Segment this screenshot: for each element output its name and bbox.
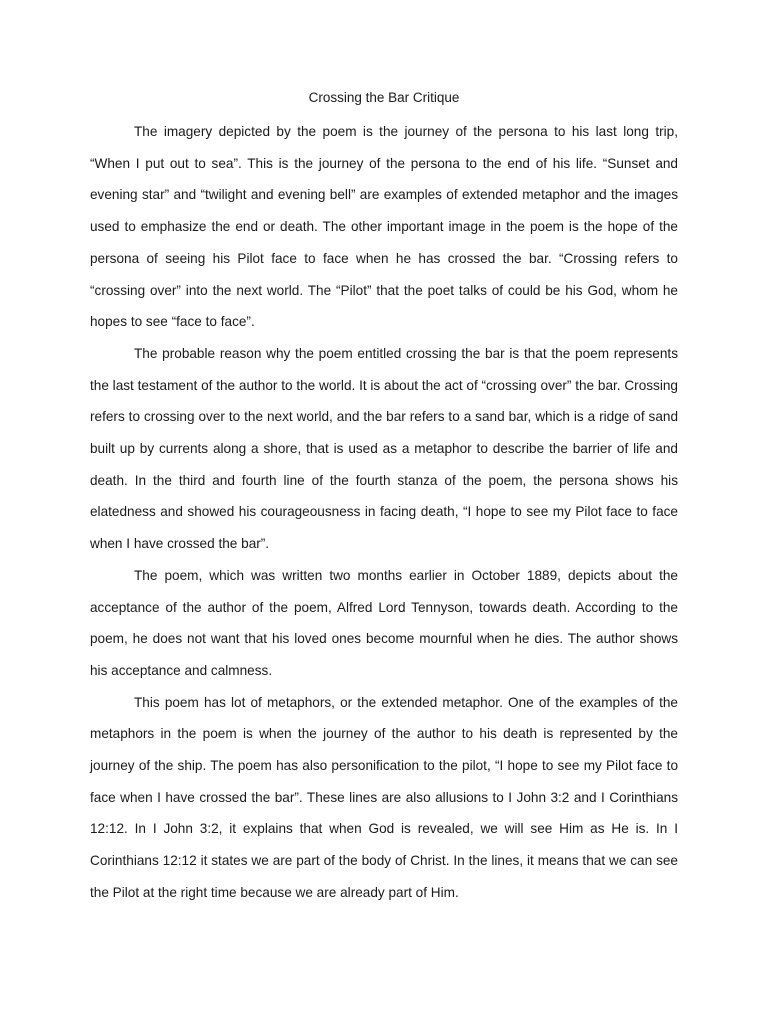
document-body bbox=[90, 116, 678, 909]
paragraph-3: The poem, which was written two months earlier in October 1889, depicts about the acceptance of the author of the poem, Alfred Lord Tennyson, towards death. According to the poem, he does not want that his loved ones become mournful when he dies. The author shows his acceptance and calmness. bbox=[90, 567, 678, 678]
document-title: Crossing the Bar Critique bbox=[308, 90, 460, 105]
paragraph-4: This poem has lot of metaphors, or the extended metaphor. One of the examples of the metaphors in the poem is when the journey of the author to his death is represented by the journey of the ship. The poem has also personification to the pilot, “I hope to see my Pilot face to face when I have crossed the bar”. These lines are also allusions to I John 3:2 and I Corinthians 12:12. In I John 3:2, it explains that when God is revealed, we will see Him as He is. In I Corinthians 12:12 it states we are part of the body of Christ. In the lines, it means that we can see the Pilot at the right time because we are already part of Him. bbox=[90, 694, 678, 900]
paragraph-1: The imagery depicted by the poem is the journey of the persona to his last long trip, “When I put out to sea”. This is the journey of the persona to the end of his life. “Sunset and evening star” and “twilight and evening bell” are examples of extended metaphor and the images used to emphasize the end or death. The other important image in the poem is the hope of the persona of seeing his Pilot face to face when he has crossed the bar. “Crossing refers to “crossing over” into the next world. The “Pilot” that the poet talks of could be his God, whom he hopes to see “face to face”. bbox=[90, 124, 678, 330]
paragraph-2: The probable reason why the poem entitled crossing the bar is that the poem represents the last testament of the author to the world. It is about the act of “crossing over” the bar. Crossing refers to crossing over to the next world, and the bar refers to a sand bar, which is a ridge of sand built up by currents along a shore, that is used as a metaphor to describe the barrier of life and death. In the third and fourth line of the fourth stanza of the poem, the persona shows his elatedness and showed his courageousness in facing death, “I hope to see my Pilot face to face when I have crossed the bar”. bbox=[90, 345, 678, 552]
